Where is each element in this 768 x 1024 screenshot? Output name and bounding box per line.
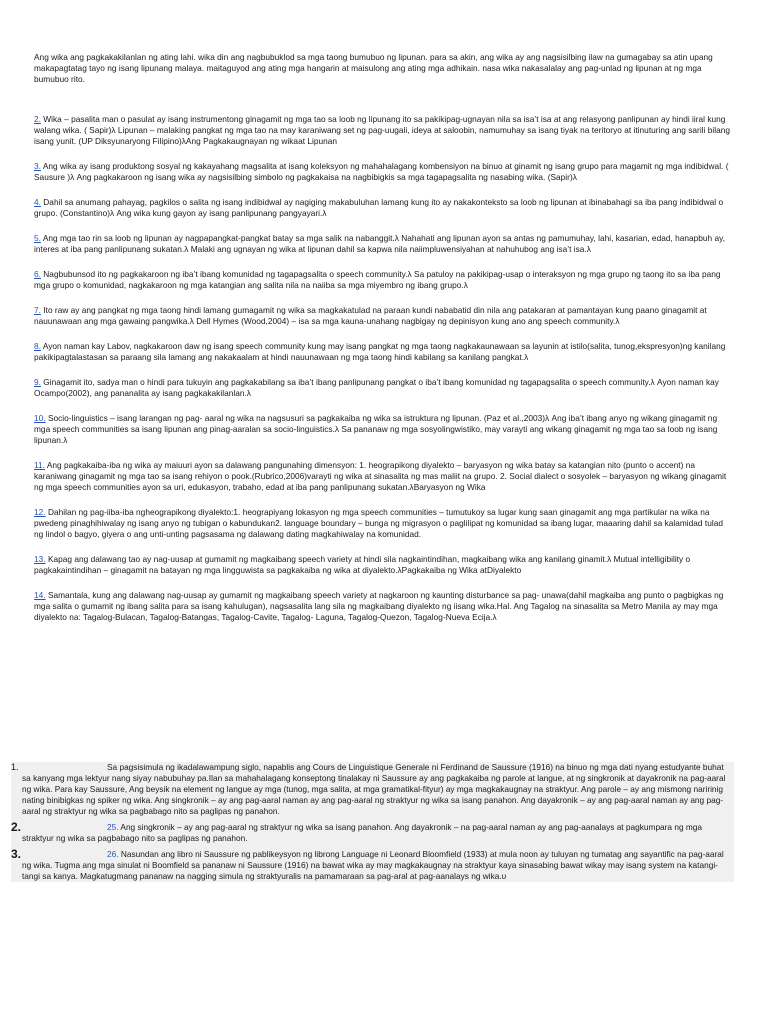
paragraph-number-link[interactable]: 13. bbox=[34, 554, 46, 564]
numbered-paragraph bbox=[34, 377, 734, 399]
numbered-paragraph bbox=[34, 114, 734, 147]
numbered-paragraph bbox=[34, 507, 734, 540]
paragraph-text: Wika – pasalita man o pasulat ay isang instrumentong ginagamit ng mga tao sa loob ng lipunang ito sa pakikipag-ugnayan nila sa isa’t isa at ang relasyong panlipunan ay hindi iiral kung walang wika. ( Sapir)λ Lipunan – malaking pangkat ng mga tao na may karaniwang set ng pag-uugali, ideya at saloobin, namumuhay sa isang tiyak na teritoryo at itinuturing ang sarili bilang isang yunit. (UP Diksyunaryong Filipino)λAng Pagkakaugnayan ng wikaat Lipunan bbox=[34, 114, 731, 146]
numbered-paragraph bbox=[34, 161, 734, 183]
footnote-index: 2. bbox=[11, 820, 22, 834]
paragraph-number-link[interactable]: 6. bbox=[34, 269, 41, 279]
paragraph-number-link[interactable]: 11. bbox=[34, 460, 45, 470]
paragraph-text: Socio-linguistics – isang larangan ng pag- aaral ng wika na nagsusuri sa pagkakaiba ng wika sa istruktura ng lipunan. (Paz et al.,2003)λ Ang iba’t ibang anyo ng wikang ginagamit ng mga speech communities sa isang lipunan ang pinag-aaralan sa socio-linguistics.λ Sa pananaw ng mga sosyolingwistiko, may varayti ang wikang ginagamit ng mga tao sa loob ng isang lipunan.λ bbox=[34, 413, 718, 445]
paragraph-text: Ang mga tao rin sa loob ng lipunan ay nagpapangkat-pangkat batay sa mga salik na nabanggit.λ Nahahati ang lipunan ayon sa antas ng pamumuhay, lahi, kasarian, edad, hanapbuh ay, interes at iba pang panlipunang sukatan.λ Malaki ang ugnayan ng wika at lipunan dahil sa kapwa nila naiimpluwensiyahan at nahuhubog ang isa’t isa.λ bbox=[34, 233, 726, 254]
footnotes-block bbox=[11, 762, 734, 882]
numbered-paragraph bbox=[34, 269, 734, 291]
numbered-paragraphs bbox=[34, 114, 734, 623]
numbered-paragraph bbox=[34, 305, 734, 327]
paragraph-text: Ang pagkakaiba-iba ng wika ay maiuuri ayon sa dalawang pangunahing dimensyon: 1. heograpikong diyalekto – baryasyon ng wika batay sa katangian nito (punto o accent) na karaniwang ginagamit ng mga tao sa isang rehiyon o pook.(Rubrico,2006)varayti ng wika at sinasalita ng mas maliit na grupo. 2. Social dialect o sosyolek – baryasyon ng wikang ginagamit ng mga speech communities ayon sa uri, edukasyon, trabaho, edad at iba pang panlipunang sukatan.λBaryasyon ng Wika bbox=[34, 460, 727, 492]
numbered-paragraph bbox=[34, 460, 734, 493]
footnote-text: Sa pagsisimula ng ikadalawampung siglo, napablis ang Cours de Linguistique Generale ni Ferdinand de Saussure (1916) na binuo ng mga dati nyang estudyante buhat sa kanyang mga lektyur nang siyay nabubuhay pa.Ilan sa mahahalagang konseptong tinalakay ni Saussure ay ang pagkakaiba ng parole at langue, at ng singkronik at dayakronik na pag-aaral ng wika. Para kay Saussure, Ang beysik na element ng langue ay mga (tunog, mga salita, at mga gramatikal-fityur) ay mga magkakaugnay na straktyur. Ang parole – ay ang mismong naririnig nating binibigkas ng spiker ng wika. Ang singkronik – ay ang pag-aaral naman ay ang pag-aaral ng straktyur ng wika sa isang panahon. Ang dayakronik – ay ang pag-aaral naman ay ang pag-aaral ng straktyur ng wika sa pagbabago nito sa paglipas ng panahon. bbox=[22, 762, 726, 816]
paragraph-number-link[interactable]: 12. bbox=[34, 507, 46, 517]
numbered-paragraph bbox=[34, 413, 734, 446]
numbered-paragraph bbox=[34, 554, 734, 576]
footnote-index: 1. bbox=[11, 762, 19, 772]
paragraph-text: Ang wika ay isang produktong sosyal ng kakayahang magsalita at isang koleksyon ng mahahalagang kombensiyon na binuo at ginamit ng isang grupo para magamit ng mga indibidwal. ( Sausure )λ Ang pagkakaroon ng isang wika ay nagsisilbing simbolo ng pagkakaisa na nagbibigkis sa mga tagapagsalita ng nasabing wika. (Sapir)λ bbox=[34, 161, 729, 182]
paragraph-text: Dahilan ng pag-iiba-iba ngheograpikong diyalekto:1. heograpiyang lokasyon ng mga speech communities – tumutukoy sa lugar kung saan ginagamit ang mga partikular na wika na pwedeng pinaghihiwalay ng isang anyo ng tubigan o kabundukan2. language boundary – bunga ng migrasyon o paglilipat ng komunidad sa ibang lugar, maaaring dahil sa kalamidad tulad ng lindol o bagyo, giyera o ang unti-unting pagsasama ng dalawang dating magkahiwalay na komunidad. bbox=[34, 507, 723, 539]
paragraph-number-link[interactable]: 3. bbox=[34, 161, 41, 171]
footnote-reference[interactable]: 25. bbox=[107, 822, 119, 832]
footnote-text: Ang singkronik – ay ang pag-aaral ng straktyur ng wika sa isang panahon. Ang dayakronik – na pag-aaral naman ay ang pag-aanalays at pagkumpara ng mga straktyur ng wika sa pagbabago nito sa paglipas ng panahon. bbox=[22, 822, 703, 843]
intro-paragraph: Ang wika ang pagkakakilanlan ng ating lahi. wika din ang nagbubuklod sa mga taong bumubuo ng lipunan. para sa akin, ang wika ay ang nagsisilbing ilaw na gumagabay sa atin upang makapagtatag tayo ng isang lipunang malaya. maitaguyod ang ating mga hangarin at maisulong ang ating mga adhikain. nasa wika nakasalalay ang pag-unlad ng lipunan at ng mga bumubuo rito. bbox=[34, 52, 713, 84]
paragraph-number-link[interactable]: 7. bbox=[34, 305, 41, 315]
paragraph-text: Nagbubunsod ito ng pagkakaroon ng iba’t ibang komunidad ng tagapagsalita o speech community.λ Sa patuloy na pakikipag-usap o interaksyon ng mga grupo ng taong ito sa iba pang mga grupo o komunidad, nagkakaroon ng mga katangian ang salita nila na naiiba sa mga miyembro ng ibang grupo.λ bbox=[34, 269, 721, 290]
paragraph-text: Dahil sa anumang pahayag, pagkilos o salita ng isang indibidwal ay nagiging makabuluhan lamang kung ito ay nakakonteksto sa loob ng lipunan at ibinabahagi sa iba pang indibidwal o grupo. (Constantino)λ Ang wika kung gayon ay isang panlipunang pangyayari.λ bbox=[34, 197, 724, 218]
paragraph-text: Ito raw ay ang pangkat ng mga taong hindi lamang gumagamit ng wika sa magkakatulad na paraan kundi nababatid din nila ang patakaran at pamantayan kung paano ginagamit at nauunawaan ang mga gawaing pangwika.λ Dell Hymes (Wood,2004) – isa sa mga kauna-unahang nagbigay ng depinisyon kung ano ang speech community.λ bbox=[34, 305, 707, 326]
document-body bbox=[34, 52, 734, 637]
paragraph-number-link[interactable]: 8. bbox=[34, 341, 41, 351]
paragraph-number-link[interactable]: 10. bbox=[34, 413, 46, 423]
footnote-text: Nasundan ang libro ni Saussure ng pablikeysyon ng librong Language ni Leonard Bloomfield (1933) at mula noon ay tuluyan ng tumatag ang sayantific na pag-aaral ng wika. Tugma ang mga sinulat ni Boomfield sa pananaw ni Saussure (1916) na bawat wika ay may magkakaugnay na straktyur kaya sinasabing bawat wikay may isang system na katangi-tangi sa kanya. Magkatugmang pananaw na nagging simula ng straktyuralis na pamamaraan sa pag-aral at pag-aanalays ng wika.υ bbox=[22, 849, 724, 881]
paragraph-number-link[interactable]: 5. bbox=[34, 233, 41, 243]
numbered-paragraph bbox=[34, 233, 734, 255]
paragraph-text: Samantala, kung ang dalawang nag-uusap ay gumamit ng magkaibang speech variety at nagkaroon ng kaunting disturbance sa pag- unawa(dahil magkaiba ang punto o pagbigkas ng mga salita o gumamit ng ibang salita para sa isang kahulugan), nagsasalita lang sila ng magkaibang diyalekto ng iisang wika.Hal. Ang Tagalog na sinasalita sa Metro Manila ay may mga diyalekto na: Tagalog-Bulacan, Tagalog-Batangas, Tagalog-Cavite, Tagalog- Laguna, Tagalog-Quezon, Tagalog-Nueva Ecija.λ bbox=[34, 590, 724, 622]
footnote bbox=[11, 762, 734, 817]
paragraph-number-link[interactable]: 14. bbox=[34, 590, 46, 600]
footnote bbox=[11, 849, 734, 882]
paragraph-text: Ginagamit ito, sadya man o hindi para tukuyin ang pagkakabilang sa iba’t ibang panlipunang pangkat o iba’t ibang komunidad ng tagapagsalita o speech community.λ Ayon naman kay Ocampo(2002), ang pananalita ay isang pagkakakilanlan.λ bbox=[34, 377, 719, 398]
paragraph-number-link[interactable]: 2. bbox=[34, 114, 41, 124]
numbered-paragraph bbox=[34, 341, 734, 363]
footnote-reference[interactable]: 26. bbox=[107, 849, 119, 859]
paragraph-text: Kapag ang dalawang tao ay nag-uusap at gumamit ng magkaibang speech variety at hindi sila nagkaintindihan, magkaibang wika ang kanilang ginamit.λ Mutual intelligibility o pagkakaintindihan – ginagamit na batayan ng mga lingguwista sa pagkakaiba ng wika at diyalekto.λPagkakaiba ng Wika atDiyalekto bbox=[34, 554, 691, 575]
footnote bbox=[11, 822, 734, 844]
numbered-paragraph bbox=[34, 197, 734, 219]
paragraph-text: Ayon naman kay Labov, nagkakaroon daw ng isang speech community kung may isang pangkat ng mga taong nagkakaunawaan sa layunin at istilo(salita, tunog,ekspresyon)ng kanilang pakikipagtalastasan sa paraang sila lamang ang nakakaalam at hindi nauunawaan ng mga taong hindi kabilang sa kanilang pangkat.λ bbox=[34, 341, 726, 362]
paragraph-number-link[interactable]: 9. bbox=[34, 377, 41, 387]
paragraph-number-link[interactable]: 4. bbox=[34, 197, 41, 207]
footnote-index: 3. bbox=[11, 847, 22, 861]
numbered-paragraph bbox=[34, 590, 734, 623]
